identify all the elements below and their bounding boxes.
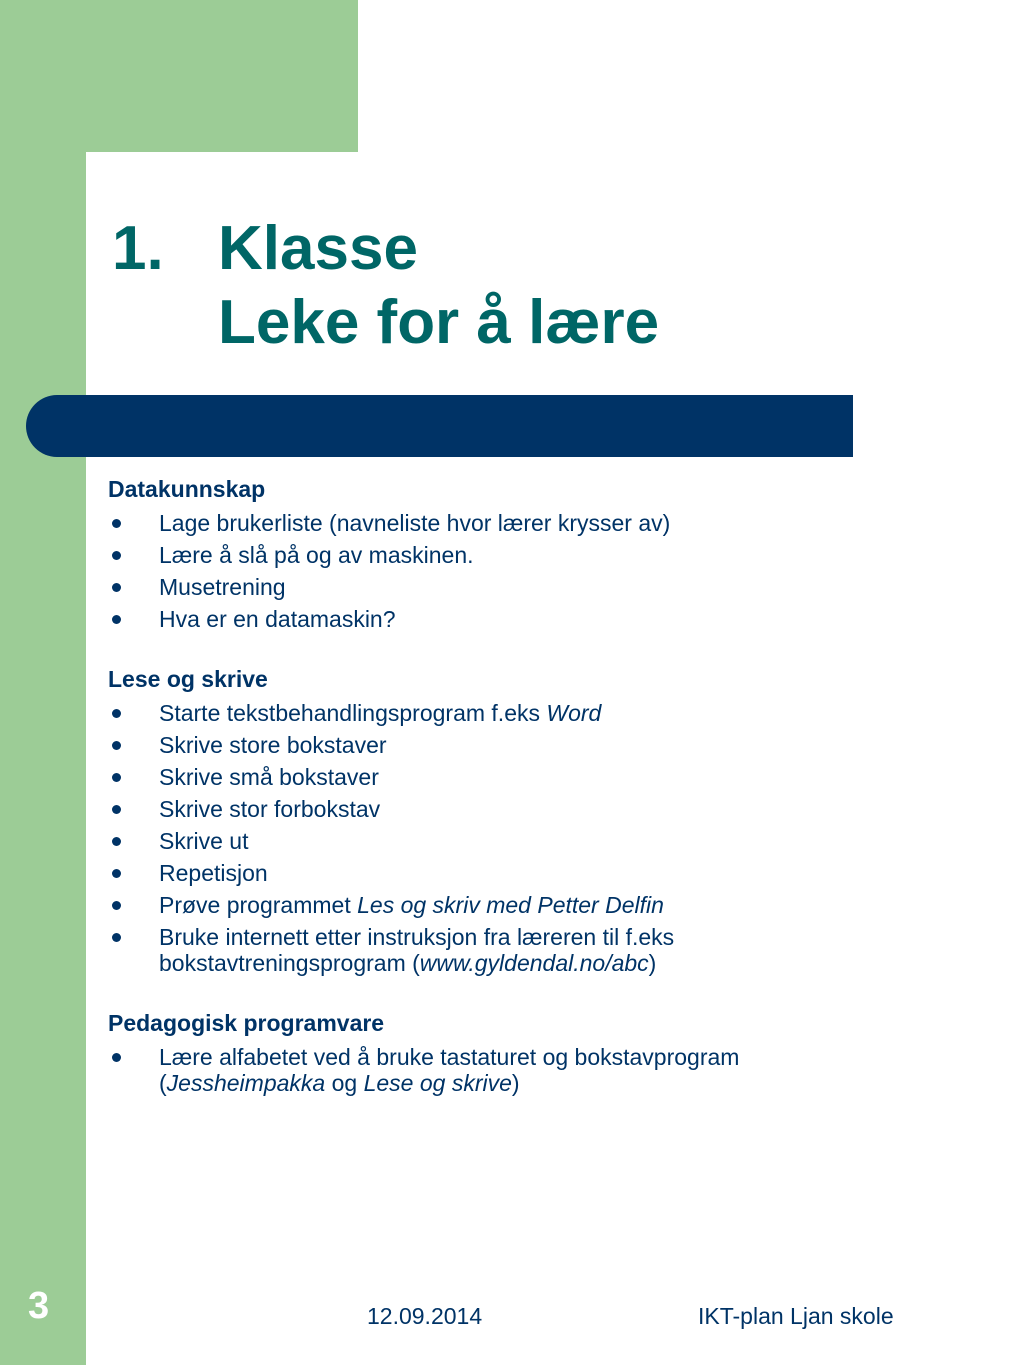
list-item: Lage brukerliste (navneliste hvor lærer krysser av) bbox=[108, 510, 848, 536]
footer-date: 12.09.2014 bbox=[367, 1303, 483, 1329]
bullet-list bbox=[108, 700, 848, 976]
title-line-2: Leke for å lære bbox=[218, 288, 660, 357]
list-item: Bruke internett etter instruksjon fra læreren til f.eks bokstavtreningsprogram (www.gyldendal.no/abc) bbox=[108, 924, 848, 976]
section-heading: Datakunnskap bbox=[108, 476, 266, 502]
slide-content bbox=[108, 474, 848, 1128]
section-lese-og-skrive bbox=[108, 664, 848, 976]
list-item: Starte tekstbehandlingsprogram f.eks Word bbox=[108, 700, 848, 726]
bullet-list bbox=[108, 1044, 848, 1096]
footer-title: IKT-plan Ljan skole bbox=[698, 1303, 894, 1329]
bullet-list bbox=[108, 510, 848, 632]
title-line-1: Klasse bbox=[218, 214, 418, 283]
title-number: 1. bbox=[112, 214, 164, 283]
list-item: Lære å slå på og av maskinen. bbox=[108, 542, 848, 568]
list-item: Skrive små bokstaver bbox=[108, 764, 848, 790]
list-item: Skrive store bokstaver bbox=[108, 732, 848, 758]
list-item: Musetrening bbox=[108, 574, 848, 600]
decor-navy-bar bbox=[26, 395, 853, 457]
section-heading: Lese og skrive bbox=[108, 666, 268, 692]
section-datakunnskap bbox=[108, 474, 848, 632]
list-item: Prøve programmet Les og skriv med Petter Delfin bbox=[108, 892, 848, 918]
section-heading: Pedagogisk programvare bbox=[108, 1010, 385, 1036]
decor-green-left bbox=[0, 0, 86, 1365]
slide-number: 3 bbox=[28, 1285, 50, 1327]
list-item: Skrive ut bbox=[108, 828, 848, 854]
gyldendal-link[interactable]: www.gyldendal.no/abc bbox=[419, 950, 649, 976]
list-item: Lære alfabetet ved å bruke tastaturet og bokstavprogram (Jessheimpakka og Lese og skrive) bbox=[108, 1044, 848, 1096]
list-item: Repetisjon bbox=[108, 860, 848, 886]
slide-title bbox=[112, 212, 659, 360]
section-pedagogisk-programvare bbox=[108, 1008, 848, 1096]
list-item: Skrive stor forbokstav bbox=[108, 796, 848, 822]
list-item: Hva er en datamaskin? bbox=[108, 606, 848, 632]
